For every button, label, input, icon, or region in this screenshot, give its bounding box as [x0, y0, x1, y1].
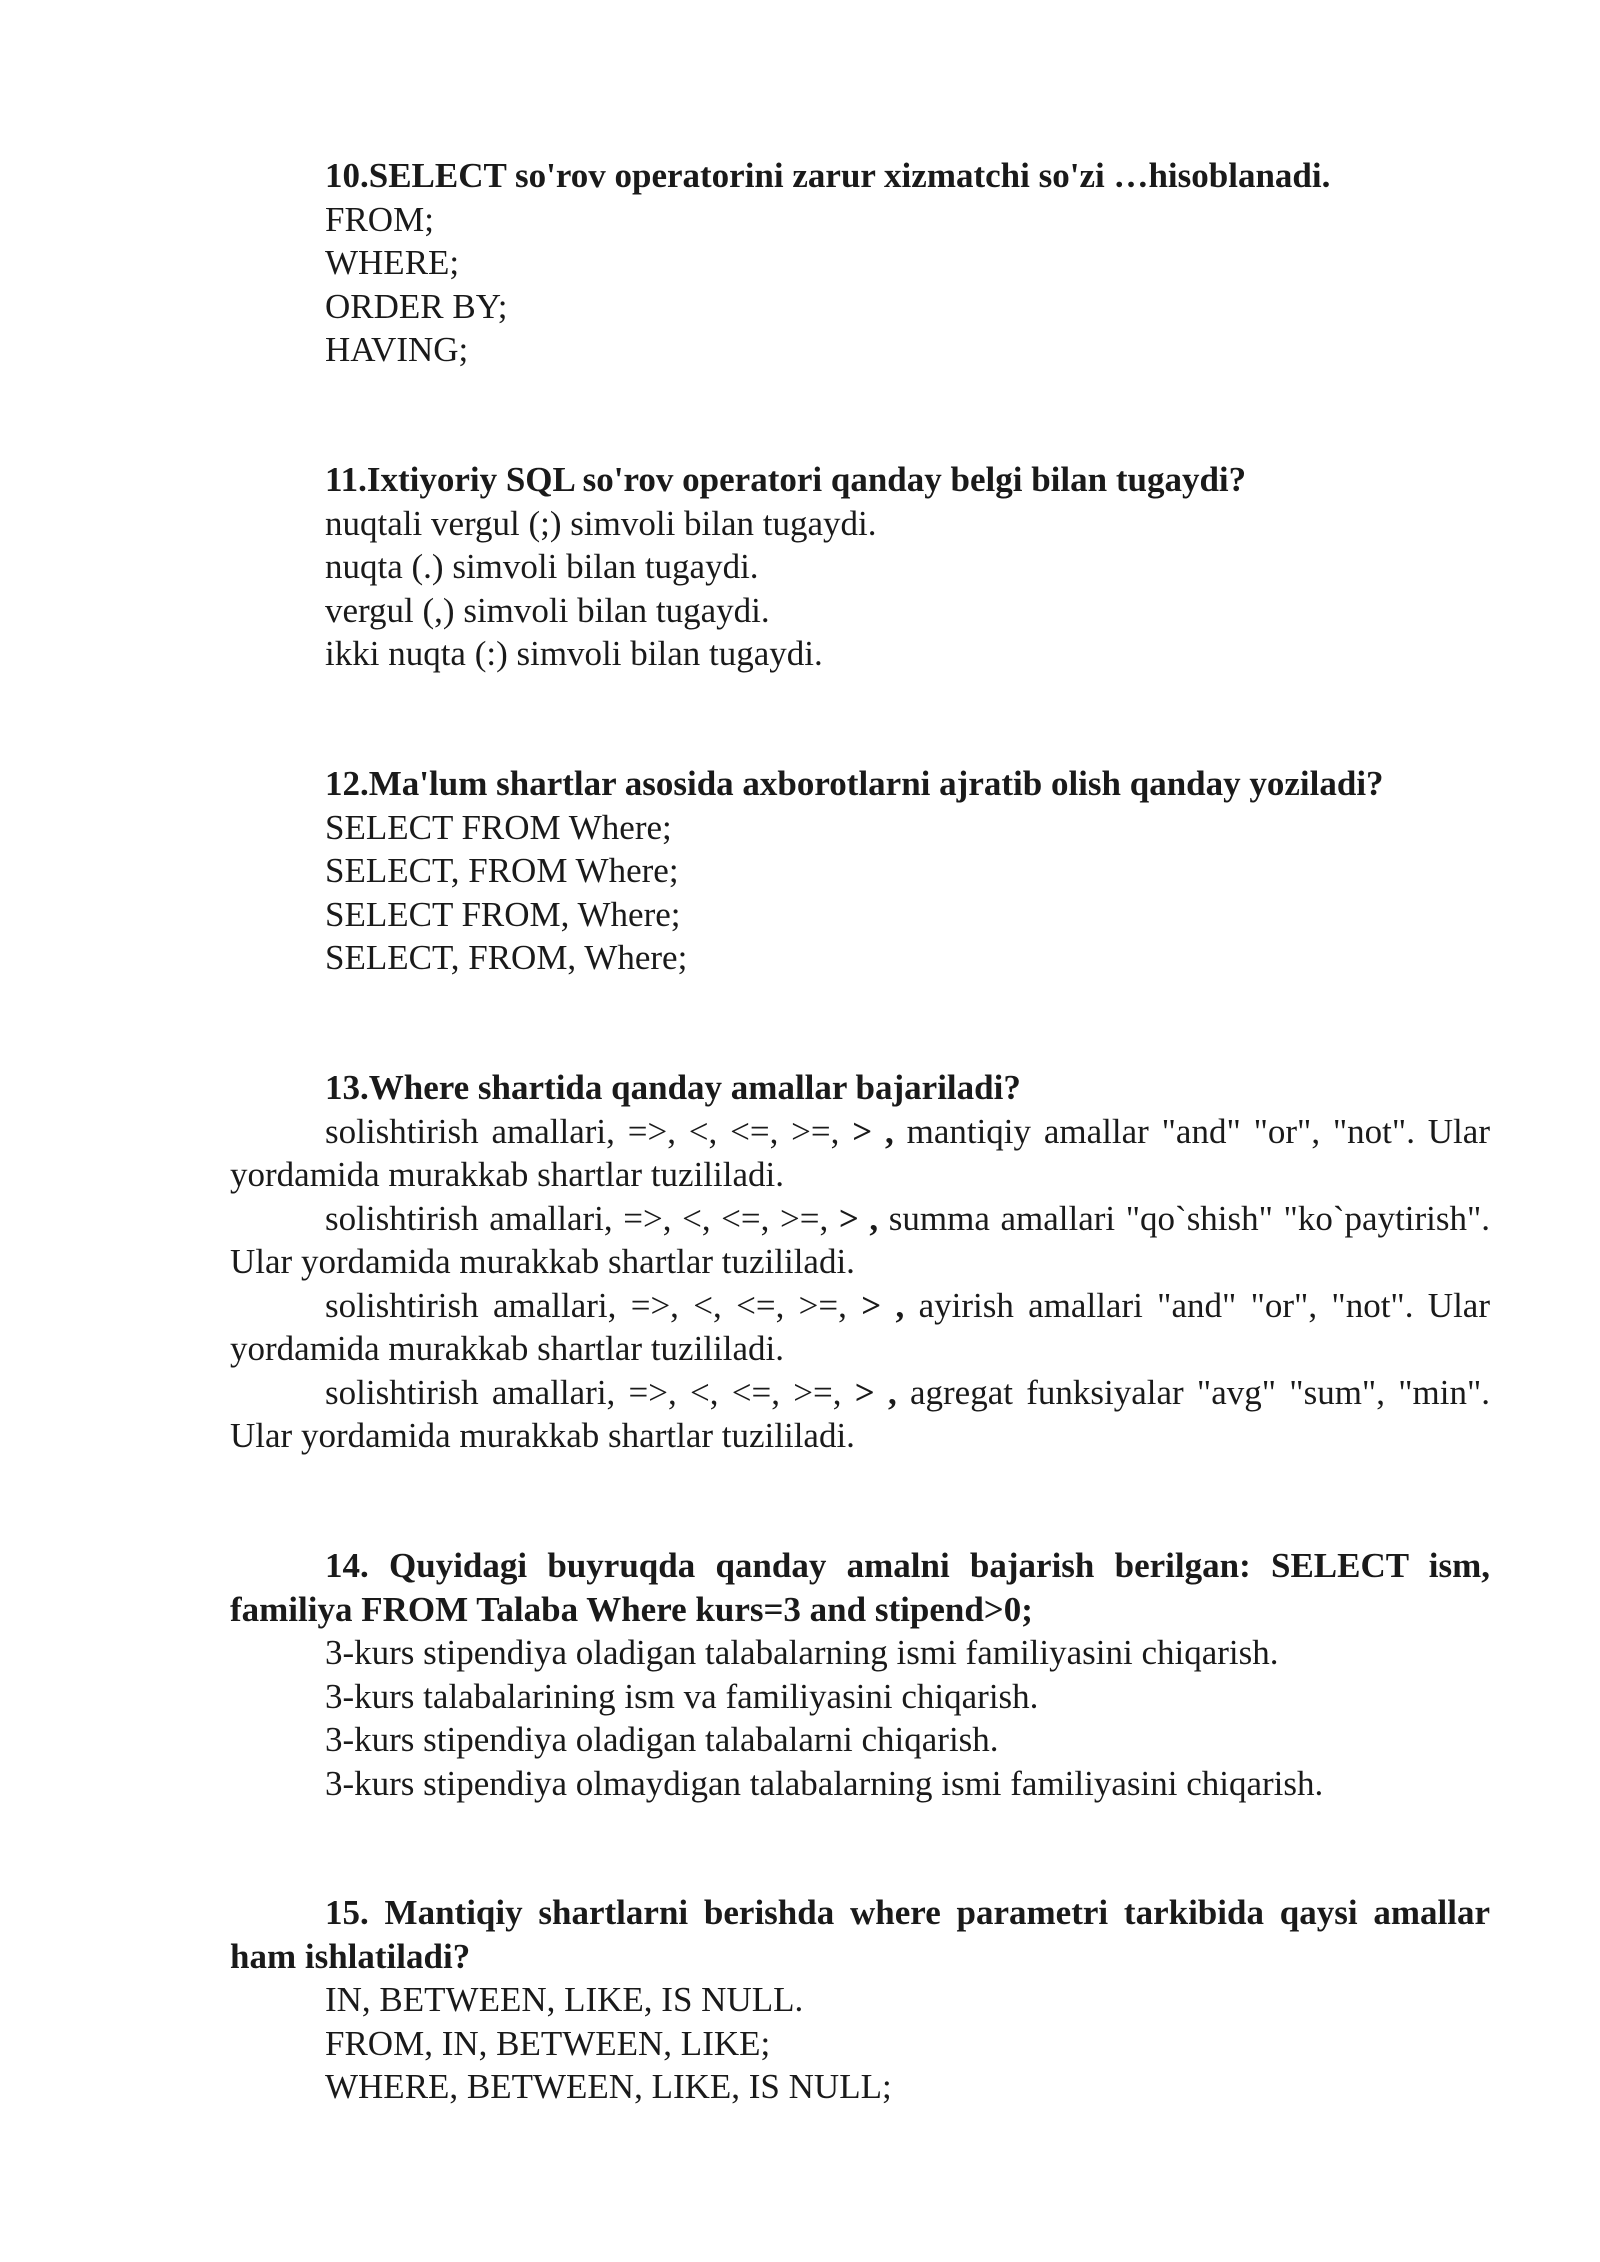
question-12: [0, 762, 1600, 980]
question-11-title: 11.Ixtiyoriy SQL so'rov operatori qanday belgi bilan tugaydi?: [325, 460, 1247, 499]
question-10: [0, 154, 1600, 372]
question-15: [0, 1891, 1600, 2109]
question-10-title: 10.SELECT so'rov operatorini zarur xizmatchi so'zi …hisoblanadi.: [325, 156, 1331, 195]
question-13-option-a: [230, 1110, 1490, 1197]
option-text: ayirish amallari "and" "or", "not". Ular yordamida murakkab shartlar tuzililadi.: [230, 1285, 1490, 1368]
question-10-option-d: HAVING;: [325, 330, 469, 369]
question-13: [0, 1066, 1600, 1458]
option-text: solishtirish amallari, =>, <, <=, >=,: [325, 1372, 855, 1412]
question-11: [0, 458, 1600, 676]
question-15-option-c: WHERE, BETWEEN, LIKE, IS NULL;: [325, 2067, 892, 2106]
question-10-option-c: ORDER BY;: [325, 286, 508, 326]
option-text: summa amallari "qo`shish" "ko`paytirish". Ular yordamida murakkab shartlar tuzililadi.: [230, 1198, 1491, 1281]
question-15-title: 15. Mantiqiy shartlarni berishda where parametri tarkibida qaysi amallar ham ishlatiladi?: [230, 1893, 1490, 1976]
option-operator: > ,: [854, 1372, 897, 1412]
question-12-option-a: SELECT FROM Where;: [325, 807, 672, 847]
question-15-option-b: FROM, IN, BETWEEN, LIKE;: [325, 2023, 771, 2063]
question-14: [0, 1544, 1600, 1805]
option-operator: > ,: [861, 1285, 905, 1325]
question-11-option-d: ikki nuqta (:) simvoli bilan tugaydi.: [325, 634, 823, 673]
option-text: solishtirish amallari, =>, <, <=, >=,: [325, 1285, 862, 1325]
option-operator: > ,: [852, 1111, 894, 1151]
question-13-option-b: [230, 1197, 1490, 1284]
question-14-option-d: 3-kurs stipendiya olmaydigan talabalarning ismi familiyasini chiqarish.: [325, 1763, 1324, 1803]
question-14-title: 14. Quyidagi buyruqda qanday amalni bajarish berilgan: SELECT ism, familiya FROM Talaba Where kurs=3 and stipend>0;: [230, 1546, 1490, 1629]
question-10-option-a: FROM;: [325, 199, 434, 239]
question-12-option-d: SELECT, FROM, Where;: [325, 938, 688, 977]
question-13-option-d: [230, 1371, 1490, 1458]
question-11-option-b: nuqta (.) simvoli bilan tugaydi.: [325, 547, 759, 586]
question-13-title: 13.Where shartida qanday amallar bajariladi?: [325, 1068, 1021, 1107]
question-12-option-b: SELECT, FROM Where;: [325, 851, 679, 890]
question-15-option-a: IN, BETWEEN, LIKE, IS NULL.: [325, 1980, 804, 2019]
option-text: mantiqiy amallar "and" "or", "not". Ular yordamida murakkab shartlar tuzililadi.: [230, 1111, 1490, 1194]
question-12-title: 12.Ma'lum shartlar asosida axborotlarni ajratib olish qanday yoziladi?: [325, 764, 1384, 803]
option-operator: > ,: [838, 1198, 879, 1238]
option-text: solishtirish amallari, =>, <, <=, >=,: [325, 1198, 839, 1238]
question-11-option-c: vergul (,) simvoli bilan tugaydi.: [325, 590, 770, 630]
option-text: solishtirish amallari, =>, <, <=, >=,: [325, 1111, 853, 1151]
option-text: agregat funksiyalar "avg" "sum", "min". Ular yordamida murakkab shartlar tuzililadi.: [230, 1372, 1490, 1455]
question-13-option-c: [230, 1284, 1490, 1371]
question-12-option-c: SELECT FROM, Where;: [325, 894, 681, 934]
question-14-option-b: 3-kurs talabalarining ism va familiyasini chiqarish.: [325, 1676, 1039, 1716]
question-10-option-b: WHERE;: [325, 243, 460, 282]
question-14-option-c: 3-kurs stipendiya oladigan talabalarni chiqarish.: [325, 1720, 999, 1759]
question-14-option-a: 3-kurs stipendiya oladigan talabalarning ismi familiyasini chiqarish.: [325, 1633, 1279, 1672]
question-11-option-a: nuqtali vergul (;) simvoli bilan tugaydi.: [325, 503, 877, 543]
